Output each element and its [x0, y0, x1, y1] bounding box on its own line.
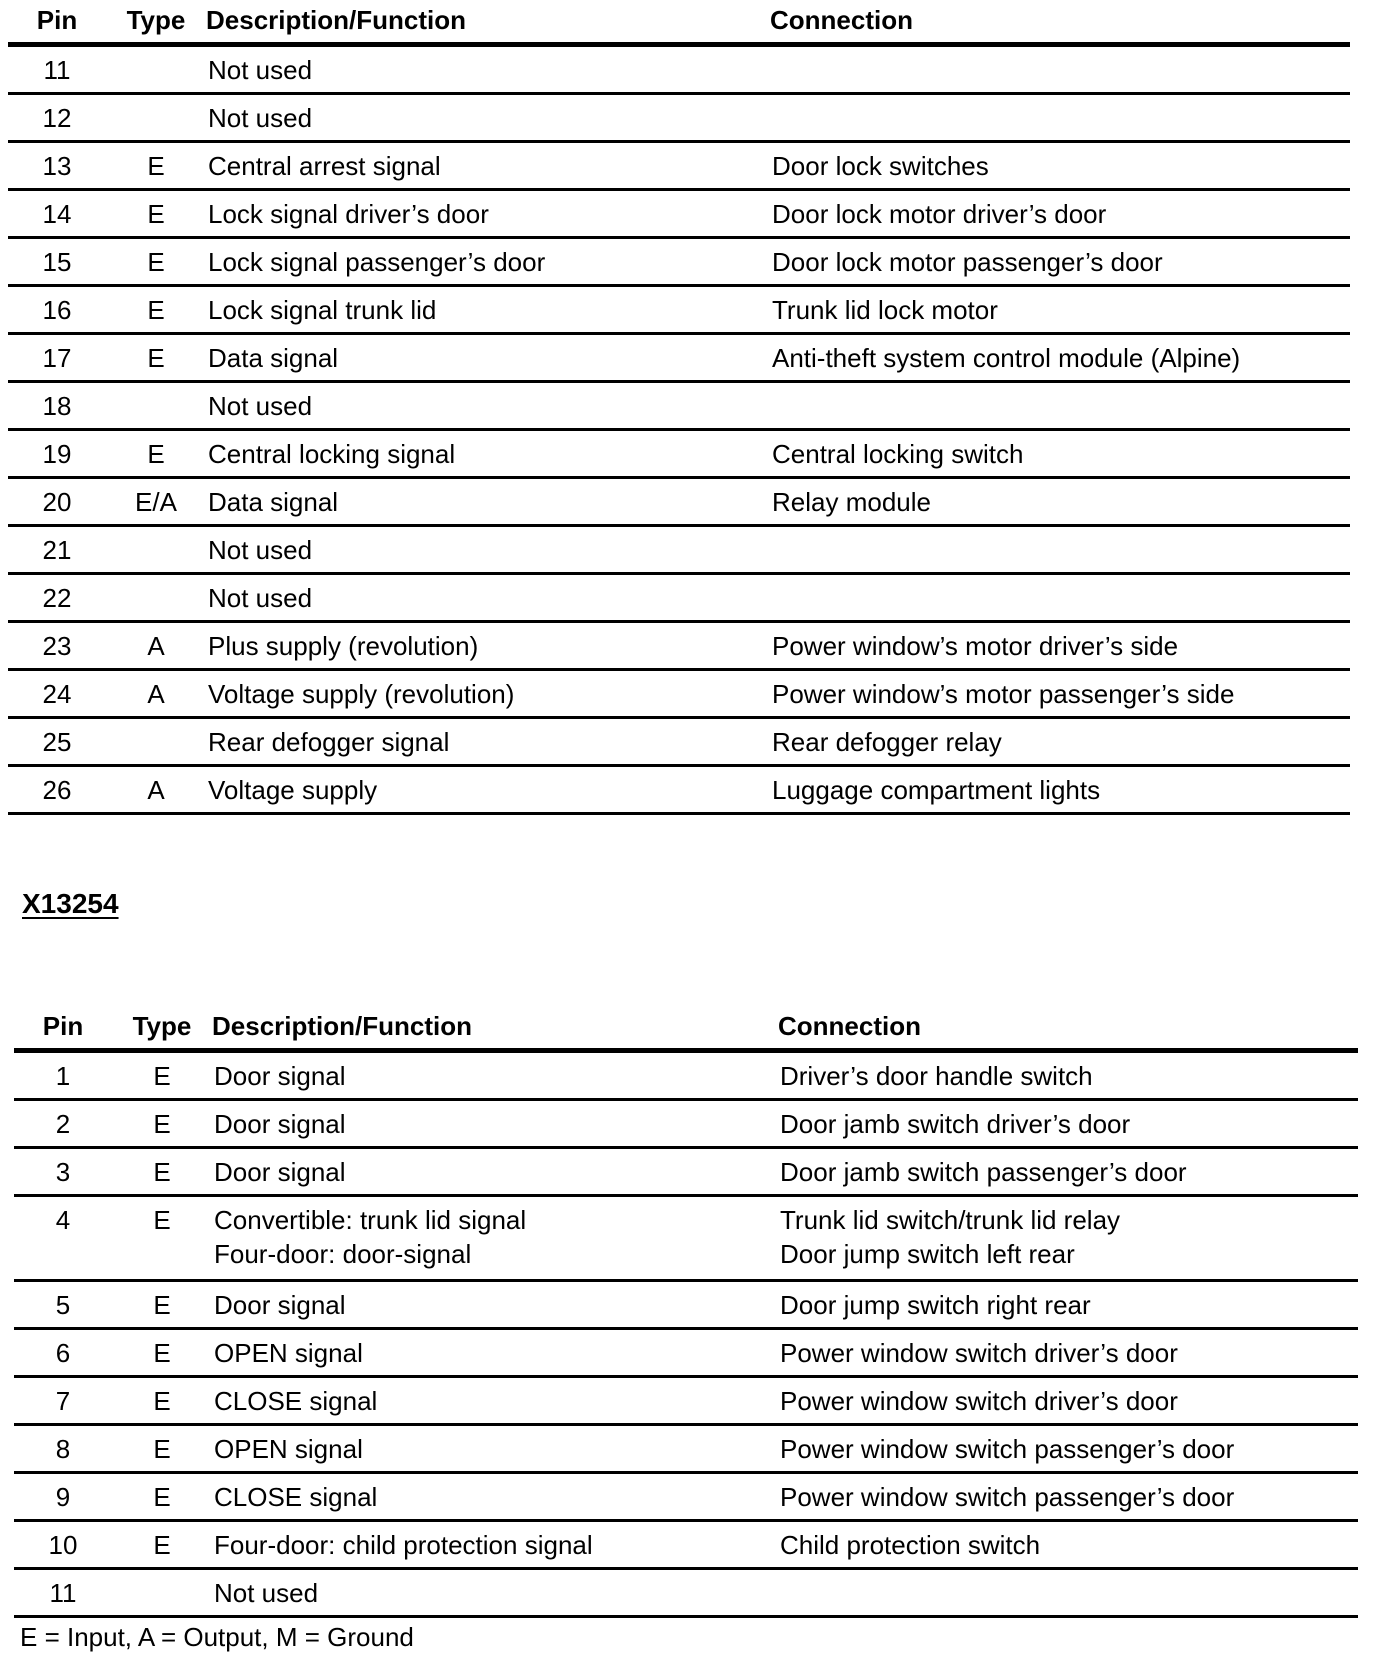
table-row	[14, 1569, 1358, 1617]
pin-cell: 2	[14, 1100, 112, 1148]
table-row	[14, 1051, 1358, 1100]
header-pin: Pin	[14, 1006, 112, 1051]
pin-cell: 21	[8, 526, 106, 574]
type-cell: E/A	[106, 478, 206, 526]
pin-cell: 23	[8, 622, 106, 670]
type-cell: E	[112, 1148, 212, 1196]
pin-cell: 1	[14, 1051, 112, 1100]
table-header-row	[8, 0, 1350, 45]
type-cell: E	[106, 238, 206, 286]
description-cell: CLOSE signal	[212, 1473, 778, 1521]
description-cell: Not used	[212, 1569, 778, 1617]
connection-cell: Child protection switch	[778, 1521, 1358, 1569]
header-type: Type	[106, 0, 206, 45]
pin-cell: 26	[8, 766, 106, 814]
connection-line: Door jump switch left rear	[780, 1239, 1075, 1269]
table-row	[14, 1148, 1358, 1196]
connection-line: Trunk lid switch/trunk lid relay	[780, 1205, 1121, 1235]
connection-cell: Power window’s motor driver’s side	[770, 622, 1350, 670]
type-cell: E	[106, 430, 206, 478]
type-cell	[112, 1569, 212, 1617]
connection-cell: Power window switch driver’s door	[778, 1329, 1358, 1377]
table-row	[8, 478, 1350, 526]
connection-cell: Door jamb switch passenger’s door	[778, 1148, 1358, 1196]
connection-cell	[770, 526, 1350, 574]
table-row	[8, 142, 1350, 190]
type-cell: E	[112, 1100, 212, 1148]
type-cell	[106, 45, 206, 94]
pin-cell: 10	[14, 1521, 112, 1569]
connection-cell: Door lock motor driver’s door	[770, 190, 1350, 238]
description-cell: OPEN signal	[212, 1425, 778, 1473]
description-cell: Lock signal passenger’s door	[206, 238, 770, 286]
type-cell: A	[106, 622, 206, 670]
pin-cell: 16	[8, 286, 106, 334]
pin-table-2	[14, 1006, 1358, 1618]
pin-cell: 20	[8, 478, 106, 526]
table-row	[8, 430, 1350, 478]
connection-cell: Luggage compartment lights	[770, 766, 1350, 814]
description-cell: OPEN signal	[212, 1329, 778, 1377]
connection-cell: Door lock motor passenger’s door	[770, 238, 1350, 286]
type-cell	[106, 526, 206, 574]
table-row	[14, 1100, 1358, 1148]
connection-cell: Door jump switch right rear	[778, 1281, 1358, 1329]
description-cell: Data signal	[206, 478, 770, 526]
connection-cell: Rear defogger relay	[770, 718, 1350, 766]
table-row	[14, 1521, 1358, 1569]
description-cell: CLOSE signal	[212, 1377, 778, 1425]
table-row	[14, 1425, 1358, 1473]
type-cell	[106, 574, 206, 622]
connection-cell: Door lock switches	[770, 142, 1350, 190]
header-type: Type	[112, 1006, 212, 1051]
section-title: X13254	[22, 888, 119, 919]
pin-cell: 18	[8, 382, 106, 430]
type-legend: E = Input, A = Output, M = Ground	[20, 1622, 414, 1652]
description-cell: Not used	[206, 526, 770, 574]
description-cell: Plus supply (revolution)	[206, 622, 770, 670]
pin-cell: 15	[8, 238, 106, 286]
pin-cell: 19	[8, 430, 106, 478]
table-row	[14, 1473, 1358, 1521]
connection-cell	[770, 382, 1350, 430]
description-cell: Not used	[206, 94, 770, 142]
pin-cell: 6	[14, 1329, 112, 1377]
connection-cell: Door jamb switch driver’s door	[778, 1100, 1358, 1148]
type-cell	[106, 94, 206, 142]
type-cell: E	[112, 1521, 212, 1569]
table-row	[14, 1377, 1358, 1425]
pin-cell: 3	[14, 1148, 112, 1196]
type-cell: E	[112, 1051, 212, 1100]
connection-cell: Central locking switch	[770, 430, 1350, 478]
pin-cell: 9	[14, 1473, 112, 1521]
connection-cell: Trunk lid lock motor	[770, 286, 1350, 334]
table-row	[8, 190, 1350, 238]
table-row	[14, 1281, 1358, 1329]
pin-cell: 12	[8, 94, 106, 142]
table-row	[8, 718, 1350, 766]
description-cell: Voltage supply (revolution)	[206, 670, 770, 718]
table-row	[8, 286, 1350, 334]
type-cell: E	[112, 1425, 212, 1473]
description-cell: Door signal	[212, 1051, 778, 1100]
connection-cell: Power window switch passenger’s door	[778, 1473, 1358, 1521]
type-cell: E	[112, 1377, 212, 1425]
header-description: Description/Function	[206, 0, 770, 45]
header-pin: Pin	[8, 0, 106, 45]
table-row	[8, 766, 1350, 814]
connection-cell: Power window switch passenger’s door	[778, 1425, 1358, 1473]
pin-cell: 7	[14, 1377, 112, 1425]
description-cell	[212, 1196, 778, 1281]
header-description: Description/Function	[212, 1006, 778, 1051]
table-row	[8, 94, 1350, 142]
type-cell	[106, 382, 206, 430]
connection-cell: Power window switch driver’s door	[778, 1377, 1358, 1425]
type-cell: A	[106, 766, 206, 814]
connection-cell: Driver’s door handle switch	[778, 1051, 1358, 1100]
description-cell: Data signal	[206, 334, 770, 382]
pin-cell: 11	[8, 45, 106, 94]
pin-cell: 17	[8, 334, 106, 382]
type-cell	[106, 718, 206, 766]
table-row	[8, 45, 1350, 94]
type-cell: E	[106, 334, 206, 382]
connection-cell	[770, 574, 1350, 622]
type-cell: E	[106, 142, 206, 190]
connection-cell: Anti-theft system control module (Alpine)	[770, 334, 1350, 382]
description-cell: Voltage supply	[206, 766, 770, 814]
type-cell: E	[106, 190, 206, 238]
pin-table-1	[8, 0, 1350, 815]
connection-cell: Power window’s motor passenger’s side	[770, 670, 1350, 718]
description-line: Convertible: trunk lid signal	[214, 1205, 527, 1235]
table-row	[8, 238, 1350, 286]
type-cell: E	[112, 1196, 212, 1281]
type-cell: E	[112, 1329, 212, 1377]
description-cell: Central arrest signal	[206, 142, 770, 190]
pin-cell: 13	[8, 142, 106, 190]
table-row	[8, 670, 1350, 718]
description-cell: Door signal	[212, 1281, 778, 1329]
description-cell: Not used	[206, 382, 770, 430]
pin-cell: 5	[14, 1281, 112, 1329]
table-row	[14, 1196, 1358, 1281]
table-row	[8, 574, 1350, 622]
table-row	[14, 1329, 1358, 1377]
description-line: Four-door: door-signal	[214, 1239, 472, 1269]
header-connection: Connection	[770, 0, 1350, 45]
pin-cell: 11	[14, 1569, 112, 1617]
description-cell: Door signal	[212, 1100, 778, 1148]
description-cell: Lock signal driver’s door	[206, 190, 770, 238]
table-header-row	[14, 1006, 1358, 1051]
connection-cell	[778, 1196, 1358, 1281]
description-cell: Central locking signal	[206, 430, 770, 478]
table-row	[8, 526, 1350, 574]
description-cell: Rear defogger signal	[206, 718, 770, 766]
pin-cell: 8	[14, 1425, 112, 1473]
description-cell: Not used	[206, 574, 770, 622]
description-cell: Door signal	[212, 1148, 778, 1196]
description-cell: Lock signal trunk lid	[206, 286, 770, 334]
pin-cell: 25	[8, 718, 106, 766]
description-cell: Not used	[206, 45, 770, 94]
type-cell: E	[106, 286, 206, 334]
pin-cell: 14	[8, 190, 106, 238]
type-cell: E	[112, 1281, 212, 1329]
pin-cell: 24	[8, 670, 106, 718]
type-cell: A	[106, 670, 206, 718]
pin-cell: 22	[8, 574, 106, 622]
table-row	[8, 382, 1350, 430]
table-row	[8, 334, 1350, 382]
pin-cell: 4	[14, 1196, 112, 1281]
table-row	[8, 622, 1350, 670]
connection-cell	[778, 1569, 1358, 1617]
type-cell: E	[112, 1473, 212, 1521]
connection-cell	[770, 94, 1350, 142]
header-connection: Connection	[778, 1006, 1358, 1051]
connection-cell	[770, 45, 1350, 94]
connection-cell: Relay module	[770, 478, 1350, 526]
description-cell: Four-door: child protection signal	[212, 1521, 778, 1569]
